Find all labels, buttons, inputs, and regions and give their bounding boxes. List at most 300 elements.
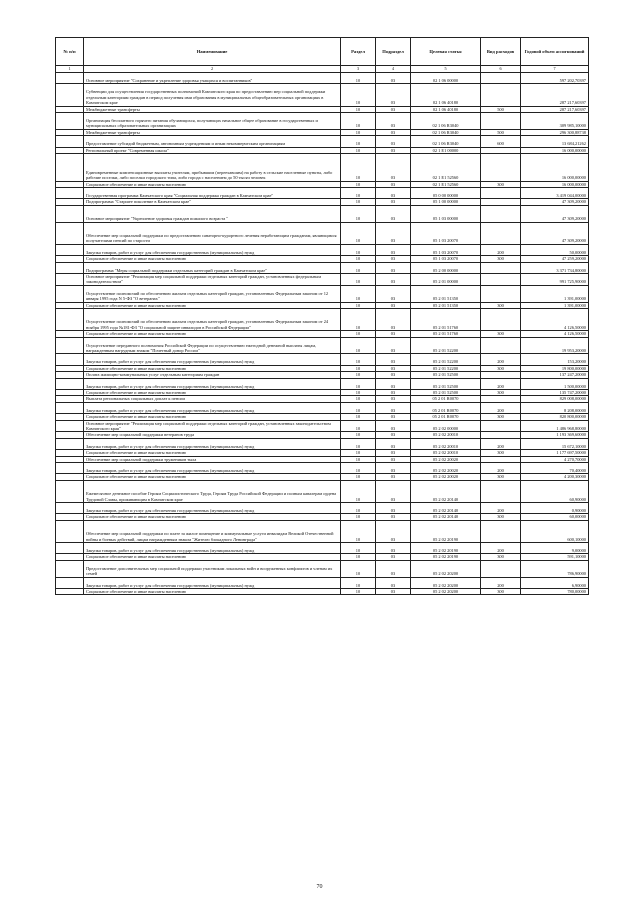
- header-row: [56, 38, 589, 66]
- cell-expense-type: [481, 262, 521, 273]
- cell-amount: 1 500,00000: [521, 378, 589, 389]
- cell-subsection: 03: [376, 308, 411, 330]
- cell-number: [56, 222, 84, 244]
- cell-target-item: 02 1 06 R3040: [411, 129, 481, 135]
- cell-number: [56, 480, 84, 502]
- cell-amount: 153,20000: [521, 354, 589, 365]
- cell-amount: 829 008,00000: [521, 396, 589, 402]
- cell-subsection: 03: [376, 402, 411, 413]
- cell-target-item: 02 1 E1 00000: [411, 147, 481, 153]
- cell-expense-type: 200: [481, 438, 521, 449]
- cell-amount: 1 177 697,50000: [521, 450, 589, 456]
- cell-subsection: 03: [376, 147, 411, 153]
- cell-target-item: 05 2 02 20020: [411, 474, 481, 480]
- cell-target-item: 02 1 E1 52560: [411, 153, 481, 181]
- cell-target-item: 05 2 02 20020: [411, 462, 481, 473]
- cell-number: [56, 520, 84, 542]
- header-target-item: Целевая статья: [411, 38, 481, 66]
- cell-amount: 0,90000: [521, 502, 589, 513]
- cell-section: 10: [341, 129, 376, 135]
- cell-subsection: 03: [376, 285, 411, 302]
- cell-name: Региональный проект "Современная школа": [84, 147, 341, 153]
- cell-number: [56, 378, 84, 389]
- cell-expense-type: 300: [481, 256, 521, 262]
- cell-target-item: 05 2 01 52200: [411, 354, 481, 365]
- cell-expense-type: 200: [481, 577, 521, 588]
- cell-expense-type: [481, 308, 521, 330]
- cell-name: Осуществление полномочий по обеспечению жильем отдельных категорий граждан, установленных Федеральным законом от 12 января 1995 года N 5-ФЗ "О ветеранах": [84, 285, 341, 302]
- cell-name: Обеспечение мер социальной поддержки по предоставлению санаторно-курортного лечения неработающим гражданам, являющимся получателями пенсий по старости: [84, 222, 341, 244]
- cell-section: 10: [341, 262, 376, 273]
- cell-section: 10: [341, 554, 376, 560]
- cell-expense-type: 300: [481, 474, 521, 480]
- cell-section: 10: [341, 402, 376, 413]
- cell-section: 10: [341, 520, 376, 542]
- cell-number: [56, 153, 84, 181]
- cell-subsection: 03: [376, 554, 411, 560]
- cell-number: [56, 205, 84, 222]
- cell-expense-type: 300: [481, 514, 521, 520]
- cell-amount: 296 300,88738: [521, 129, 589, 135]
- cell-target-item: 05 2 01 52200: [411, 337, 481, 354]
- cell-name: Государственная программа Камчатского края "Социальная поддержка граждан в Камчатском крае": [84, 187, 341, 198]
- cell-target-item: 05 2 01 52500: [411, 389, 481, 395]
- cell-name: Обеспечение мер социальной поддержки по плате за жилое помещение и коммунальные услуги инвалидам Великой Отечественной войны и боевых действий, лицам награжденным знаком "Жителю блокадного Ленинграда": [84, 520, 341, 542]
- cell-subsection: 03: [376, 432, 411, 438]
- cell-target-item: 05 2 01 R0070: [411, 402, 481, 413]
- table-row: [56, 520, 589, 542]
- cell-name: Социальное обеспечение и иные выплаты населению: [84, 554, 341, 560]
- cell-amount: 9,00000: [521, 542, 589, 553]
- cell-amount: 4 126,50000: [521, 331, 589, 337]
- cell-amount: 47 309,20000: [521, 205, 589, 222]
- cell-target-item: 05 2 01 52200: [411, 365, 481, 371]
- cell-expense-type: 500: [481, 106, 521, 112]
- cell-expense-type: [481, 153, 521, 181]
- cell-number: [56, 73, 84, 84]
- cell-subsection: 03: [376, 456, 411, 462]
- cell-amount: 47 309,20000: [521, 222, 589, 244]
- cell-amount: 1 486 968,80000: [521, 420, 589, 432]
- cell-expense-type: 200: [481, 244, 521, 255]
- cell-expense-type: 300: [481, 302, 521, 308]
- cell-amount: 287 217,60397: [521, 84, 589, 106]
- table-row: [56, 285, 589, 302]
- cell-number: [56, 402, 84, 413]
- cell-target-item: 05 2 02 20010: [411, 432, 481, 438]
- cell-target-item: 05 2 02 20200: [411, 560, 481, 577]
- table-row: [56, 354, 589, 365]
- cell-expense-type: [481, 420, 521, 432]
- cell-subsection: 03: [376, 520, 411, 542]
- cell-target-item: 05 2 02 20010: [411, 450, 481, 456]
- cell-section: 10: [341, 205, 376, 222]
- cell-number: [56, 285, 84, 302]
- cell-number: [56, 84, 84, 106]
- table-row: [56, 480, 589, 502]
- cell-target-item: 05 2 02 20010: [411, 438, 481, 449]
- cell-target-item: 05 2 02 20200: [411, 588, 481, 594]
- cell-amount: 15 672,10000: [521, 438, 589, 449]
- cell-amount: 70,40000: [521, 462, 589, 473]
- cell-expense-type: 200: [481, 502, 521, 513]
- cell-expense-type: [481, 73, 521, 84]
- cell-section: 10: [341, 354, 376, 365]
- cell-subsection: 03: [376, 273, 411, 285]
- cell-expense-type: 200: [481, 462, 521, 473]
- cell-section: 10: [341, 588, 376, 594]
- cell-section: 10: [341, 414, 376, 420]
- cell-amount: 820 800,00000: [521, 414, 589, 420]
- cell-name: Закупка товаров, работ и услуг для обеспечения государственных (муниципальных) нужд: [84, 378, 341, 389]
- cell-subsection: 03: [376, 337, 411, 354]
- cell-section: 10: [341, 244, 376, 255]
- cell-target-item: 02 1 06 40180: [411, 84, 481, 106]
- cell-target-item: 02 1 E1 52560: [411, 181, 481, 187]
- cell-number: [56, 462, 84, 473]
- cell-name: Закупка товаров, работ и услуг для обеспечения государственных (муниципальных) нужд: [84, 577, 341, 588]
- cell-amount: 60,00000: [521, 514, 589, 520]
- column-number-row: [56, 66, 589, 73]
- cell-number: [56, 577, 84, 588]
- table-row: [56, 502, 589, 513]
- cell-name: Подпрограмма "Меры социальной поддержки отдельных категорий граждан в Камчатском крае": [84, 262, 341, 273]
- cell-section: 10: [341, 456, 376, 462]
- table-row: [56, 560, 589, 577]
- cell-section: 10: [341, 73, 376, 84]
- cell-expense-type: 200: [481, 542, 521, 553]
- cell-name: Единовременные компенсационные выплаты учителям, прибывшим (переехавшим) на работу в сельские населенные пункты, либо рабочие поселки, либо поселки городского типа, либо города с населением до 50 тысяч человек: [84, 153, 341, 181]
- cell-number: [56, 273, 84, 285]
- cell-name: Основное мероприятие "Укрепление здоровья граждан пожилого возраста ": [84, 205, 341, 222]
- cell-name: Субвенции для осуществления государственных полномочий Камчатского края по предоставлению мер социальной поддержки отдельным категориям граждан в период получения ими образования в муниципальных общеобразовательных организациях в Камчатском крае: [84, 84, 341, 106]
- cell-section: 10: [341, 577, 376, 588]
- cell-expense-type: 600: [481, 136, 521, 147]
- cell-section: 10: [341, 396, 376, 402]
- table-row: [56, 577, 589, 588]
- cell-target-item: 05 1 03 20070: [411, 256, 481, 262]
- table-body: [56, 73, 589, 595]
- cell-amount: 1 193 369,60000: [521, 432, 589, 438]
- cell-name: Предоставление субсидий бюджетным, автономным учреждениям и иным некоммерческим организациям: [84, 136, 341, 147]
- cell-expense-type: [481, 285, 521, 302]
- cell-name: Межбюджетные трансферты: [84, 129, 341, 135]
- cell-number: [56, 308, 84, 330]
- cell-target-item: 05 2 01 R0070: [411, 414, 481, 420]
- cell-expense-type: [481, 480, 521, 502]
- cell-expense-type: [481, 520, 521, 542]
- cell-target-item: 05 2 02 20190: [411, 520, 481, 542]
- cell-expense-type: [481, 337, 521, 354]
- cell-section: 10: [341, 331, 376, 337]
- cell-amount: 780,00000: [521, 588, 589, 594]
- cell-expense-type: 300: [481, 554, 521, 560]
- cell-subsection: 03: [376, 372, 411, 378]
- cell-target-item: 05 2 02 20140: [411, 480, 481, 502]
- cell-expense-type: 300: [481, 389, 521, 395]
- cell-name: Оплата жилищно-коммунальных услуг отдельным категориям граждан: [84, 372, 341, 378]
- cell-number: [56, 560, 84, 577]
- cell-section: 10: [341, 181, 376, 187]
- cell-amount: 4 126,50000: [521, 308, 589, 330]
- cell-section: 10: [341, 337, 376, 354]
- cell-name: Закупка товаров, работ и услуг для обеспечения государственных (муниципальных) нужд: [84, 354, 341, 365]
- cell-expense-type: 200: [481, 378, 521, 389]
- cell-amount: 19 800,00000: [521, 365, 589, 371]
- cell-name: Организация бесплатного горячего питания обучающихся, получающих начальное общее образование в государственных и муниципальных образовательных организациях: [84, 112, 341, 129]
- cell-number: [56, 354, 84, 365]
- cell-target-item: 02 1 06 R3040: [411, 136, 481, 147]
- cell-subsection: 03: [376, 354, 411, 365]
- cell-target-item: 02 1 06 00000: [411, 73, 481, 84]
- cell-subsection: 03: [376, 106, 411, 112]
- cell-target-item: 05 1 00 00000: [411, 199, 481, 205]
- cell-subsection: 03: [376, 262, 411, 273]
- cell-section: 10: [341, 438, 376, 449]
- cell-section: 10: [341, 462, 376, 473]
- cell-amount: 1 391,00000: [521, 285, 589, 302]
- cell-amount: 4 270,70000: [521, 456, 589, 462]
- table-row: [56, 542, 589, 553]
- table-row: [56, 337, 589, 354]
- cell-number: [56, 187, 84, 198]
- cell-target-item: 05 2 02 20200: [411, 577, 481, 588]
- cell-target-item: 05 2 01 R0070: [411, 396, 481, 402]
- cell-subsection: 03: [376, 187, 411, 198]
- cell-target-item: 05 2 01 51760: [411, 308, 481, 330]
- cell-name: Закупка товаров, работ и услуг для обеспечения государственных (муниципальных) нужд: [84, 402, 341, 413]
- cell-subsection: 03: [376, 420, 411, 432]
- cell-section: 10: [341, 147, 376, 153]
- cell-name: Ежемесячное денежное пособие Героям Социалистического Труда, Героям Труда Российской Федерации и полным кавалерам ордена Трудовой Славы, проживающим в Камчатском крае: [84, 480, 341, 502]
- cell-subsection: 03: [376, 378, 411, 389]
- column-number: 3: [341, 66, 376, 73]
- cell-subsection: 03: [376, 136, 411, 147]
- cell-name: Социальное обеспечение и иные выплаты населению: [84, 514, 341, 520]
- cell-name: Осуществление переданного полномочия Российской Федерации по осуществлению ежегодной денежной выплаты лицам, награжденным нагрудным знаком "Почетный донор России": [84, 337, 341, 354]
- cell-expense-type: [481, 205, 521, 222]
- cell-subsection: 03: [376, 244, 411, 255]
- cell-amount: 597 202,70397: [521, 73, 589, 84]
- cell-amount: 1 391,00000: [521, 302, 589, 308]
- table-row: [56, 462, 589, 473]
- cell-subsection: 03: [376, 331, 411, 337]
- cell-subsection: 03: [376, 181, 411, 187]
- cell-expense-type: [481, 187, 521, 198]
- cell-name: Межбюджетные трансферты: [84, 106, 341, 112]
- cell-section: 10: [341, 474, 376, 480]
- cell-section: 10: [341, 112, 376, 129]
- cell-section: 10: [341, 420, 376, 432]
- cell-target-item: 05 1 03 20070: [411, 222, 481, 244]
- cell-number: [56, 502, 84, 513]
- cell-subsection: 03: [376, 474, 411, 480]
- cell-target-item: 05 2 02 20140: [411, 502, 481, 513]
- cell-number: [56, 262, 84, 273]
- table-row: [56, 244, 589, 255]
- cell-amount: 591,10000: [521, 554, 589, 560]
- cell-target-item: 05 2 01 52500: [411, 378, 481, 389]
- cell-target-item: 05 2 02 00000: [411, 420, 481, 432]
- cell-subsection: 03: [376, 438, 411, 449]
- cell-section: 10: [341, 432, 376, 438]
- cell-amount: 47 259,20000: [521, 256, 589, 262]
- cell-subsection: 03: [376, 560, 411, 577]
- cell-amount: 16 000,00000: [521, 147, 589, 153]
- cell-expense-type: 300: [481, 588, 521, 594]
- cell-amount: 137 247,20000: [521, 372, 589, 378]
- cell-subsection: 03: [376, 302, 411, 308]
- cell-target-item: 05 2 01 52500: [411, 372, 481, 378]
- cell-subsection: 03: [376, 73, 411, 84]
- cell-name: Основное мероприятие "Сохранение и укрепление здоровья учащихся и воспитанников": [84, 73, 341, 84]
- column-number: 4: [376, 66, 411, 73]
- cell-name: Социальное обеспечение и иные выплаты населению: [84, 365, 341, 371]
- cell-subsection: 03: [376, 542, 411, 553]
- cell-name: Закупка товаров, работ и услуг для обеспечения государственных (муниципальных) нужд: [84, 542, 341, 553]
- cell-amount: 3 371 734,80000: [521, 262, 589, 273]
- cell-expense-type: 200: [481, 402, 521, 413]
- cell-expense-type: [481, 112, 521, 129]
- cell-amount: 287 217,60397: [521, 106, 589, 112]
- cell-name: Закупка товаров, работ и услуг для обеспечения государственных (муниципальных) нужд: [84, 462, 341, 473]
- cell-subsection: 03: [376, 129, 411, 135]
- cell-name: Основное мероприятие "Реализация мер социальной поддержки отдельных категорий граждан, установленных законодательством Камчатского края": [84, 420, 341, 432]
- cell-expense-type: [481, 222, 521, 244]
- cell-name: Обеспечение мер социальной поддержки тружеников тыла: [84, 456, 341, 462]
- cell-target-item: 02 1 06 R3040: [411, 112, 481, 129]
- header-annual-amount: Годовой объем ассигнований: [521, 38, 589, 66]
- table-row: [56, 222, 589, 244]
- cell-subsection: 03: [376, 502, 411, 513]
- cell-expense-type: 300: [481, 331, 521, 337]
- cell-amount: 309 985,10000: [521, 112, 589, 129]
- table-row: [56, 420, 589, 432]
- cell-name: Предоставление дополнительных мер социальной поддержки участникам локальных войн и вооруженных конфликтов и членам их семей: [84, 560, 341, 577]
- table-row: [56, 153, 589, 181]
- cell-number: [56, 420, 84, 432]
- cell-amount: 60,90000: [521, 480, 589, 502]
- cell-amount: 4 200,30000: [521, 474, 589, 480]
- cell-name: Социальное обеспечение и иные выплаты населению: [84, 389, 341, 395]
- cell-target-item: 05 2 02 20020: [411, 456, 481, 462]
- cell-name: Социальное обеспечение и иные выплаты населению: [84, 302, 341, 308]
- cell-section: 10: [341, 560, 376, 577]
- cell-amount: 13 684,21262: [521, 136, 589, 147]
- cell-target-item: 05 2 01 51760: [411, 331, 481, 337]
- cell-subsection: 03: [376, 153, 411, 181]
- cell-name: Закупка товаров, работ и услуг для обеспечения государственных (муниципальных) нужд: [84, 438, 341, 449]
- header-expense-type: Вид расходов: [481, 38, 521, 66]
- table-row: [56, 308, 589, 330]
- cell-name: Закупка товаров, работ и услуг для обеспечения государственных (муниципальных) нужд: [84, 502, 341, 513]
- cell-target-item: 05 2 01 51350: [411, 302, 481, 308]
- column-number: 5: [411, 66, 481, 73]
- cell-amount: 600,10000: [521, 520, 589, 542]
- cell-name: Выплата региональных социальных доплат к пенсии: [84, 396, 341, 402]
- cell-name: Закупка товаров, работ и услуг для обеспечения государственных (муниципальных) нужд: [84, 244, 341, 255]
- cell-amount: 135 747,20000: [521, 389, 589, 395]
- cell-section: 10: [341, 187, 376, 198]
- cell-expense-type: 300: [481, 365, 521, 371]
- cell-expense-type: 200: [481, 354, 521, 365]
- table-row: [56, 205, 589, 222]
- page-number: 70: [316, 884, 323, 890]
- cell-expense-type: 500: [481, 129, 521, 135]
- cell-name: Осуществление полномочий по обеспечению жильем отдельных категорий граждан, установленных Федеральным законом от 24 ноября 1995 года №181-ФЗ "О социальной защите инвалидов в Российской Федерации": [84, 308, 341, 330]
- cell-amount: 50,00000: [521, 244, 589, 255]
- cell-section: 10: [341, 136, 376, 147]
- cell-subsection: 03: [376, 480, 411, 502]
- cell-name: Подпрограмма "Старшее поколение в Камчатском крае": [84, 199, 341, 205]
- cell-section: 10: [341, 285, 376, 302]
- budget-table: [55, 37, 589, 595]
- cell-subsection: 03: [376, 414, 411, 420]
- cell-expense-type: 300: [481, 414, 521, 420]
- cell-section: 10: [341, 378, 376, 389]
- cell-subsection: 03: [376, 450, 411, 456]
- column-number: 2: [84, 66, 341, 73]
- cell-amount: 991 725,90000: [521, 273, 589, 285]
- cell-amount: 19 953,20000: [521, 337, 589, 354]
- cell-subsection: 03: [376, 199, 411, 205]
- cell-number: [56, 542, 84, 553]
- cell-section: 10: [341, 514, 376, 520]
- cell-name: Социальное обеспечение и иные выплаты населению: [84, 256, 341, 262]
- cell-subsection: 03: [376, 389, 411, 395]
- cell-expense-type: [481, 273, 521, 285]
- cell-subsection: 03: [376, 256, 411, 262]
- cell-amount: 8 208,00000: [521, 402, 589, 413]
- cell-expense-type: 300: [481, 450, 521, 456]
- cell-name: Социальное обеспечение и иные выплаты населению: [84, 181, 341, 187]
- cell-section: 10: [341, 372, 376, 378]
- column-number: 1: [56, 66, 84, 73]
- cell-amount: 47 309,20000: [521, 199, 589, 205]
- cell-section: 10: [341, 84, 376, 106]
- cell-expense-type: 300: [481, 181, 521, 187]
- cell-number: [56, 588, 84, 594]
- cell-section: 10: [341, 222, 376, 244]
- cell-target-item: 05 2 02 20190: [411, 542, 481, 553]
- table-row: [56, 438, 589, 449]
- cell-section: 10: [341, 199, 376, 205]
- cell-subsection: 03: [376, 222, 411, 244]
- cell-expense-type: [481, 84, 521, 106]
- cell-number: [56, 337, 84, 354]
- cell-name: Социальное обеспечение и иные выплаты населению: [84, 331, 341, 337]
- cell-subsection: 03: [376, 588, 411, 594]
- cell-name: Социальное обеспечение и иные выплаты населению: [84, 450, 341, 456]
- cell-target-item: 05 2 02 20190: [411, 554, 481, 560]
- table-row: [56, 262, 589, 273]
- cell-name: Социальное обеспечение и иные выплаты населению: [84, 414, 341, 420]
- cell-section: 10: [341, 273, 376, 285]
- cell-section: 10: [341, 542, 376, 553]
- cell-name: Социальное обеспечение и иные выплаты населению: [84, 588, 341, 594]
- cell-amount: 16 000,00000: [521, 181, 589, 187]
- column-number: 6: [481, 66, 521, 73]
- cell-subsection: 03: [376, 514, 411, 520]
- cell-section: 10: [341, 480, 376, 502]
- cell-section: 10: [341, 302, 376, 308]
- cell-subsection: 03: [376, 396, 411, 402]
- table-row: [56, 402, 589, 413]
- cell-name: Основное мероприятие "Реализация мер социальной поддержки отдельных категорий граждан, установленных федеральным законодательством": [84, 273, 341, 285]
- header-name: Наименование: [84, 38, 341, 66]
- cell-number: [56, 244, 84, 255]
- cell-subsection: 03: [376, 462, 411, 473]
